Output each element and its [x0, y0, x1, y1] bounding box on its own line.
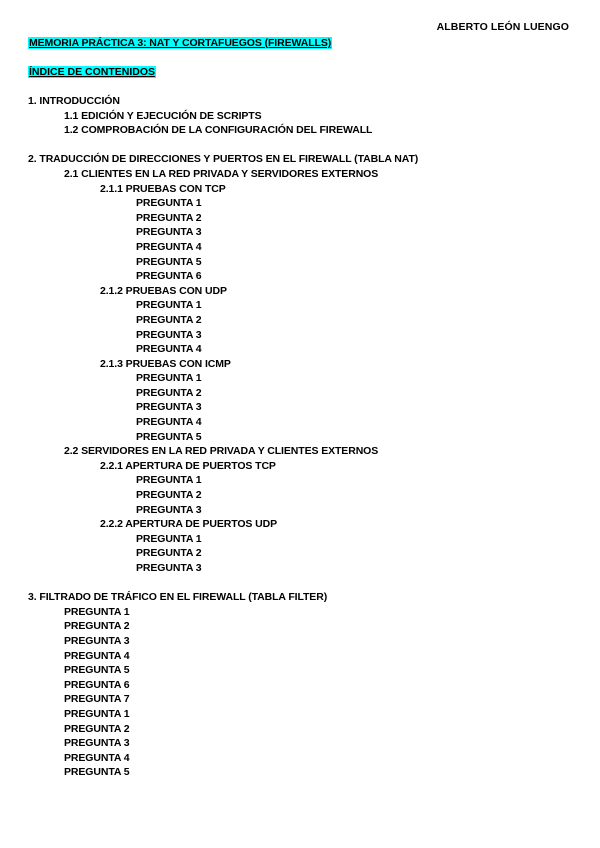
toc-question: PREGUNTA 1 [136, 532, 202, 545]
toc-subsection: 2.1 CLIENTES EN LA RED PRIVADA Y SERVIDORES EXTERNOS [64, 167, 379, 180]
toc-question: PREGUNTA 4 [136, 416, 202, 429]
toc-question: PREGUNTA 4 [136, 240, 202, 253]
toc-question: PREGUNTA 3 [136, 226, 202, 239]
toc-question: PREGUNTA 4 [136, 343, 202, 356]
toc-question: PREGUNTA 2 [136, 313, 202, 326]
toc-subsection: 2.2.1 APERTURA DE PUERTOS TCP [100, 459, 276, 472]
toc-subsection: 2.1.1 PRUEBAS CON TCP [100, 182, 226, 195]
toc-subsection: 1.2 COMPROBACIÓN DE LA CONFIGURACIÓN DEL FIREWALL [64, 124, 373, 137]
table-of-contents [28, 94, 588, 780]
toc-question: PREGUNTA 2 [136, 547, 202, 560]
toc-question: PREGUNTA 5 [64, 766, 130, 779]
toc-subsection: 2.2.2 APERTURA DE PUERTOS UDP [100, 518, 277, 531]
toc-subsection: 2.2 SERVIDORES EN LA RED PRIVADA Y CLIENTES EXTERNOS [64, 445, 379, 458]
toc-question: PREGUNTA 2 [136, 211, 202, 224]
toc-question: PREGUNTA 2 [136, 489, 202, 502]
toc-question: PREGUNTA 5 [136, 430, 202, 443]
toc-question: PREGUNTA 4 [64, 751, 130, 764]
toc-question: PREGUNTA 3 [136, 562, 202, 574]
document-title: MEMORIA PRÁCTICA 3: NAT Y CORTAFUEGOS (FIREWALLS) [29, 37, 332, 49]
toc-subsection: 2.1.3 PRUEBAS CON ICMP [100, 357, 231, 370]
toc-section: 2. TRADUCCIÓN DE DIRECCIONES Y PUERTOS EN EL FIREWALL (TABLA NAT) [28, 153, 419, 166]
toc-question: PREGUNTA 3 [136, 503, 202, 516]
toc-question: PREGUNTA 4 [64, 649, 130, 662]
toc-question: PREGUNTA 7 [64, 693, 130, 706]
toc-question: PREGUNTA 6 [64, 678, 130, 691]
toc-subsection: 2.1.2 PRUEBAS CON UDP [100, 284, 227, 297]
author-name: ALBERTO LEÓN LUENGO [436, 21, 569, 33]
toc-subsection: 1.1 EDICIÓN Y EJECUCIÓN DE SCRIPTS [64, 109, 262, 122]
toc-spacer [28, 138, 588, 153]
toc-question: PREGUNTA 5 [136, 255, 202, 268]
toc-question: PREGUNTA 1 [64, 707, 130, 720]
toc-question: PREGUNTA 1 [136, 474, 202, 487]
toc-spacer [28, 576, 588, 591]
toc-question: PREGUNTA 3 [136, 401, 202, 414]
toc-question: PREGUNTA 1 [64, 605, 130, 618]
toc-question: PREGUNTA 1 [136, 299, 202, 312]
toc-question: PREGUNTA 3 [64, 634, 130, 647]
toc-question: PREGUNTA 6 [136, 270, 202, 283]
toc-question: PREGUNTA 2 [64, 620, 130, 633]
toc-question: PREGUNTA 3 [136, 328, 202, 341]
toc-section: 3. FILTRADO DE TRÁFICO EN EL FIREWALL (TABLA FILTER) [28, 591, 328, 604]
toc-question: PREGUNTA 3 [64, 737, 130, 750]
index-heading: ÍNDICE DE CONTENIDOS [29, 66, 156, 78]
toc-question: PREGUNTA 1 [136, 197, 202, 210]
toc-question: PREGUNTA 5 [64, 664, 130, 677]
toc-question: PREGUNTA 2 [136, 386, 202, 399]
toc-question: PREGUNTA 2 [64, 722, 130, 735]
toc-section: 1. INTRODUCCIÓN [28, 95, 120, 107]
toc-question: PREGUNTA 1 [136, 372, 202, 385]
